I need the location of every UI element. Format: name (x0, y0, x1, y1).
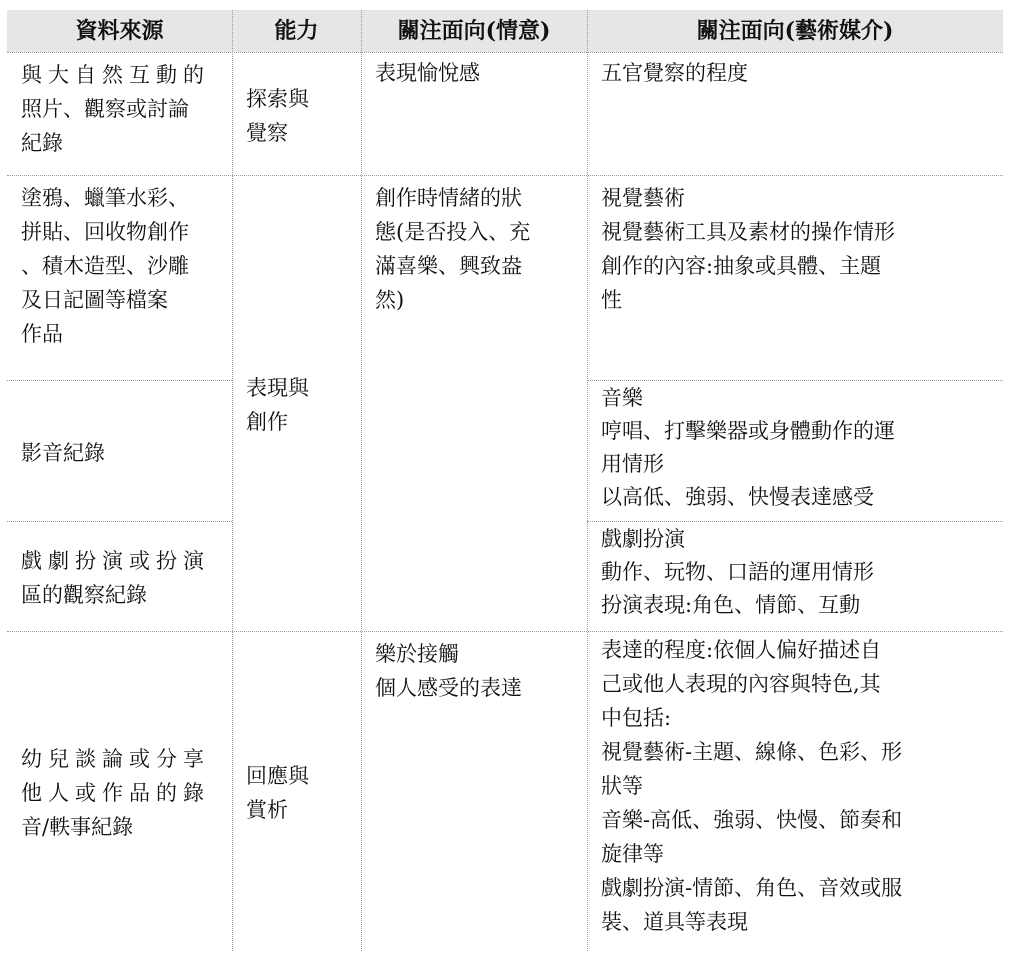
text-line: 音樂 (601, 386, 643, 410)
cell-media-drama (587, 521, 1003, 631)
cell-source-drama (7, 521, 232, 631)
assessment-table (7, 10, 1003, 951)
grid-line (7, 631, 1003, 632)
text-line: 五官覺察的程度 (601, 61, 748, 85)
text-line: 覺察 (246, 120, 288, 145)
cell-media-music (587, 380, 1003, 521)
text-line: 戲劇扮演-情節、角色、音效或服 (601, 876, 903, 900)
text-line: 他人或作品的錄 (21, 781, 210, 805)
cell-source-talk (7, 631, 232, 951)
text-line: 創作時情緒的狀 (375, 186, 522, 210)
grid-line (587, 380, 1003, 381)
text-line: 表現愉悅感 (375, 61, 480, 85)
text-line: 區的觀察紀錄 (21, 583, 147, 607)
text-line: 回應與 (246, 764, 309, 788)
text-line: 個人感受的表達 (375, 676, 522, 700)
grid-line (7, 52, 1003, 53)
text-line: 拼貼、回收物創作 (21, 220, 189, 244)
cell-affective-joy (361, 52, 587, 175)
grid-line (587, 10, 588, 951)
text-line: 動作、玩物、口語的運用情形 (601, 560, 874, 584)
text-line: 探索與 (246, 86, 309, 111)
text-line: 與大自然互動的 (21, 63, 210, 87)
text-line: 狀等 (601, 774, 643, 798)
cell-ability-respond (232, 631, 361, 951)
text-line: 視覺藝術 (601, 186, 685, 210)
text-line: 樂於接觸 (375, 642, 459, 666)
text-line: 裝、道具等表現 (601, 910, 748, 934)
text-line: 音/軼事紀錄 (21, 815, 134, 839)
text-line: 紀錄 (21, 131, 63, 155)
cell-media-expression (587, 631, 1003, 951)
cell-source-nature (7, 52, 232, 175)
text-line: 視覺藝術-主題、線條、色彩、形 (601, 740, 903, 764)
cell-ability-explore (232, 52, 361, 175)
text-line: 扮演表現:角色、情節、互動 (601, 593, 861, 617)
header-ability: 能力 (232, 10, 361, 52)
text-line: 視覺藝術工具及素材的操作情形 (601, 220, 895, 244)
cell-affective-emotion (361, 175, 587, 631)
text-line: 表現與 (246, 376, 309, 400)
text-line: 幼兒談論或分享 (21, 747, 210, 771)
cell-source-artworks (7, 175, 232, 380)
text-line: 創作 (246, 410, 288, 434)
cell-source-av (7, 380, 232, 521)
header-source: 資料來源 (7, 10, 232, 52)
header-affective: 關注面向(情意) (361, 10, 587, 52)
text-line: 滿喜樂、興致盎 (375, 254, 522, 278)
text-line: 影音紀錄 (21, 440, 105, 465)
text-line: 以高低、強弱、快慢表達感受 (601, 485, 874, 509)
header-media: 關注面向(藝術媒介) (587, 10, 1003, 52)
text-line: 塗鴉、蠟筆水彩、 (21, 186, 189, 210)
grid-line (7, 175, 1003, 176)
grid-line (7, 521, 232, 522)
text-line: 然) (375, 288, 405, 312)
grid-line (7, 380, 232, 381)
text-line: 性 (601, 288, 622, 312)
text-line: 、積木造型、沙雕 (21, 254, 189, 278)
text-line: 作品 (21, 322, 63, 346)
text-line: 用情形 (601, 452, 664, 476)
cell-media-senses (587, 52, 1003, 175)
text-line: 戲劇扮演 (601, 527, 685, 551)
text-line: 照片、觀察或討論 (21, 97, 189, 121)
cell-affective-engage (361, 631, 587, 951)
cell-media-visual (587, 175, 1003, 380)
grid-line (361, 10, 362, 951)
text-line: 表達的程度:依個人偏好描述自 (601, 638, 882, 662)
text-line: 己或他人表現的內容與特色,其 (601, 672, 881, 696)
text-line: 及日記圖等檔案 (21, 288, 168, 312)
text-line: 戲劇扮演或扮演 (21, 549, 210, 573)
text-line: 旋律等 (601, 842, 664, 866)
text-line: 態(是否投入、充 (375, 220, 531, 244)
cell-ability-create (232, 175, 361, 631)
grid-line (232, 10, 233, 951)
text-line: 創作的內容:抽象或具體、主題 (601, 254, 882, 278)
text-line: 中包括: (601, 706, 672, 730)
grid-line (587, 521, 1003, 522)
text-line: 音樂-高低、強弱、快慢、節奏和 (601, 808, 903, 832)
text-line: 賞析 (246, 798, 288, 822)
text-line: 哼唱、打擊樂器或身體動作的運 (601, 419, 895, 443)
